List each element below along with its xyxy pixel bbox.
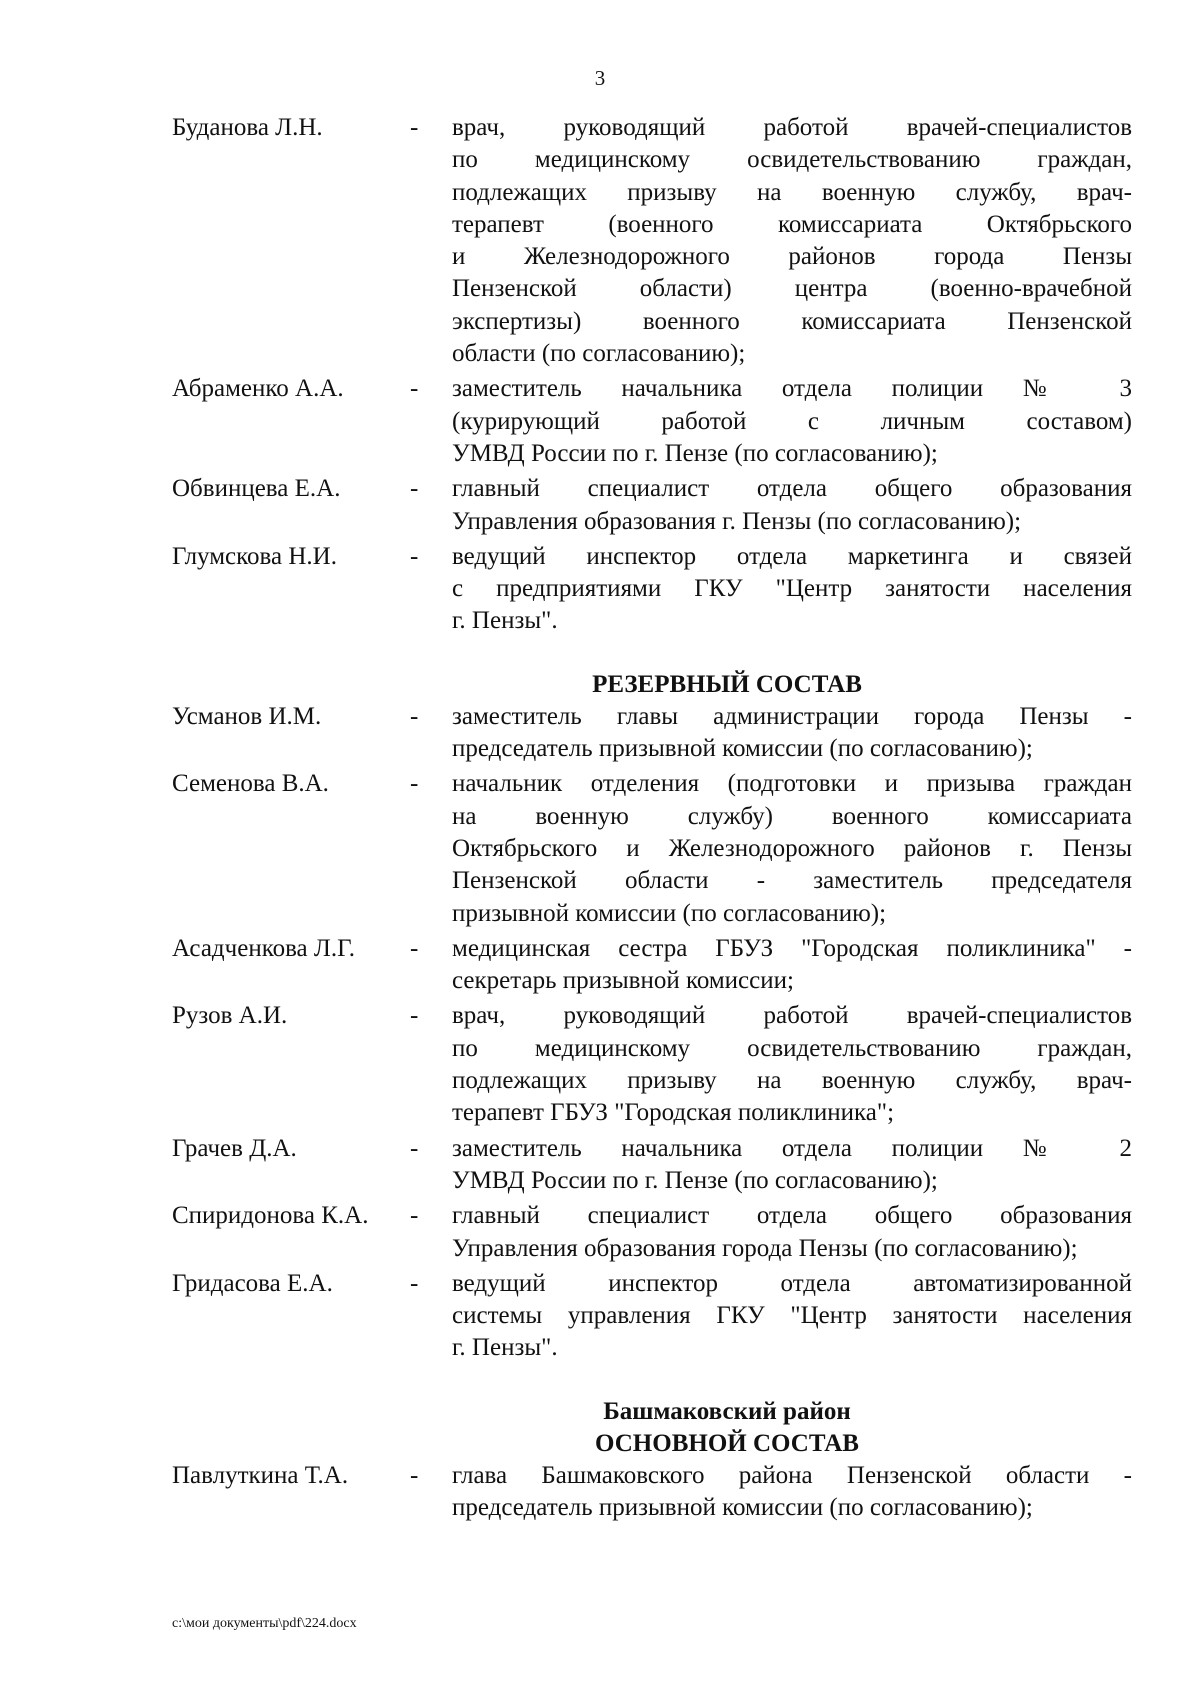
member-name: Грачев Д.А. [172,1134,297,1162]
member-position [452,1200,1132,1265]
member-name: Обвинцева Е.А. [172,475,341,503]
member-name: Спиридонова К.А. [172,1202,369,1230]
member-position [452,473,1132,538]
member-entry [172,1200,1132,1265]
member-position [452,1000,1132,1129]
position-line: на военную службу) военного комиссариата [452,802,1132,830]
position-line: терапевт ГБУЗ "Городская поликлиника"; [452,1099,895,1127]
footer-file-path: c:\мои документы\pdf\224.docx [172,1616,357,1631]
member-name: Павлуткина Т.А. [172,1461,349,1489]
position-line: председатель призывной комиссии (по согласованию); [452,1493,1033,1521]
position-line: (курирующий работой с личным составом) [452,407,1132,435]
position-line: секретарь призывной комиссии; [452,967,794,995]
member-dash: - [410,1134,419,1162]
position-line: г. Пензы". [452,1334,558,1362]
position-line: врач, руководящий работой врачей-специалистов [452,1002,1132,1030]
document-body [172,112,1132,1527]
section-heading-main: ОСНОВНОЙ СОСТАВ [595,1429,859,1457]
member-position [452,112,1132,370]
member-name: Абраменко А.А. [172,375,344,403]
member-entry [172,112,1132,370]
member-entry [172,1000,1132,1129]
member-dash: - [410,1002,419,1030]
page-number: 3 [594,66,606,90]
member-name: Асадченкова Л.Г. [172,934,355,962]
member-entry [172,1268,1132,1365]
member-entry [172,1133,1132,1198]
member-position [452,768,1132,929]
member-position [452,1460,1132,1525]
position-line: области (по согласованию); [452,340,746,368]
section-heading-reserve: РЕЗЕРВНЫЙ СОСТАВ [592,670,862,698]
position-line: заместитель начальника отдела полиции № 3 [452,375,1132,403]
member-entry [172,473,1132,538]
position-line: Управления образования города Пензы (по согласованию); [452,1234,1078,1262]
member-dash: - [410,702,419,730]
position-line: начальник отделения (подготовки и призыва граждан [452,770,1132,798]
member-name: Семенова В.А. [172,770,329,798]
member-position [452,373,1132,470]
member-position [452,541,1132,638]
member-entry [172,541,1132,638]
position-line: экспертизы) военного комиссариата Пензенской [452,307,1132,335]
member-dash: - [410,375,419,403]
member-position [452,933,1132,998]
member-dash: - [410,475,419,503]
member-dash: - [410,1269,419,1297]
member-name: Буданова Л.Н. [172,114,323,141]
commission-reserve-list [172,701,1132,1365]
position-line: системы управления ГКУ "Центр занятости населения [452,1302,1132,1330]
section-heading-district: Башмаковский район [603,1397,851,1425]
position-line: Октябрьского и Железнодорожного районов г. Пензы [452,834,1132,862]
position-line: терапевт (военного комиссариата Октябрьского [452,210,1132,238]
position-line: УМВД России по г. Пензе (по согласованию); [452,439,938,467]
position-line: и Железнодорожного районов города Пензы [452,243,1132,271]
position-line: Пензенской области - заместитель председателя [452,867,1132,895]
member-name: Рузов А.И. [172,1002,288,1030]
position-line: ведущий инспектор отдела автоматизированной [452,1269,1132,1297]
member-name: Глумскова Н.И. [172,542,337,570]
member-dash: - [410,1461,419,1489]
position-line: подлежащих призыву на военную службу, врач- [452,178,1132,206]
member-dash: - [410,934,419,962]
position-line: подлежащих призыву на военную службу, врач- [452,1067,1132,1095]
member-name: Усманов И.М. [172,702,322,730]
member-dash: - [410,1202,419,1230]
position-line: призывной комиссии (по согласованию); [452,899,887,927]
position-line: г. Пензы". [452,607,558,635]
position-line: с предприятиями ГКУ "Центр занятости населения [452,575,1132,603]
member-dash: - [410,770,419,798]
position-line: Пензенской области) центра (военно-врачебной [452,275,1132,303]
member-dash: - [410,114,419,141]
member-entry [172,701,1132,766]
position-line: врач, руководящий работой врачей-специалистов [452,114,1132,141]
position-line: главный специалист отдела общего образования [452,475,1132,503]
position-line: ведущий инспектор отдела маркетинга и связей [452,542,1132,570]
position-line: медицинская сестра ГБУЗ "Городская поликлиника" - [452,934,1132,962]
member-name: Гридасова Е.А. [172,1269,333,1297]
position-line: по медицинскому освидетельствованию граждан, [452,1034,1132,1062]
member-entry [172,768,1132,929]
member-position [452,701,1132,766]
member-position [452,1133,1132,1198]
member-entry [172,373,1132,470]
position-line: заместитель главы администрации города Пензы - [452,702,1132,730]
position-line: заместитель начальника отдела полиции № 2 [452,1134,1132,1162]
member-dash: - [410,542,419,570]
district-main-list [172,1460,1132,1525]
position-line: главный специалист отдела общего образования [452,1202,1132,1230]
position-line: УМВД России по г. Пензе (по согласованию); [452,1166,938,1194]
position-line: председатель призывной комиссии (по согласованию); [452,735,1033,763]
member-entry [172,1460,1132,1525]
member-entry [172,933,1132,998]
position-line: по медицинскому освидетельствованию граждан, [452,146,1132,174]
member-position [452,1268,1132,1365]
position-line: Управления образования г. Пензы (по согласованию); [452,507,1022,535]
position-line: глава Башмаковского района Пензенской области - [452,1461,1132,1489]
commission-main-list [172,112,1132,638]
